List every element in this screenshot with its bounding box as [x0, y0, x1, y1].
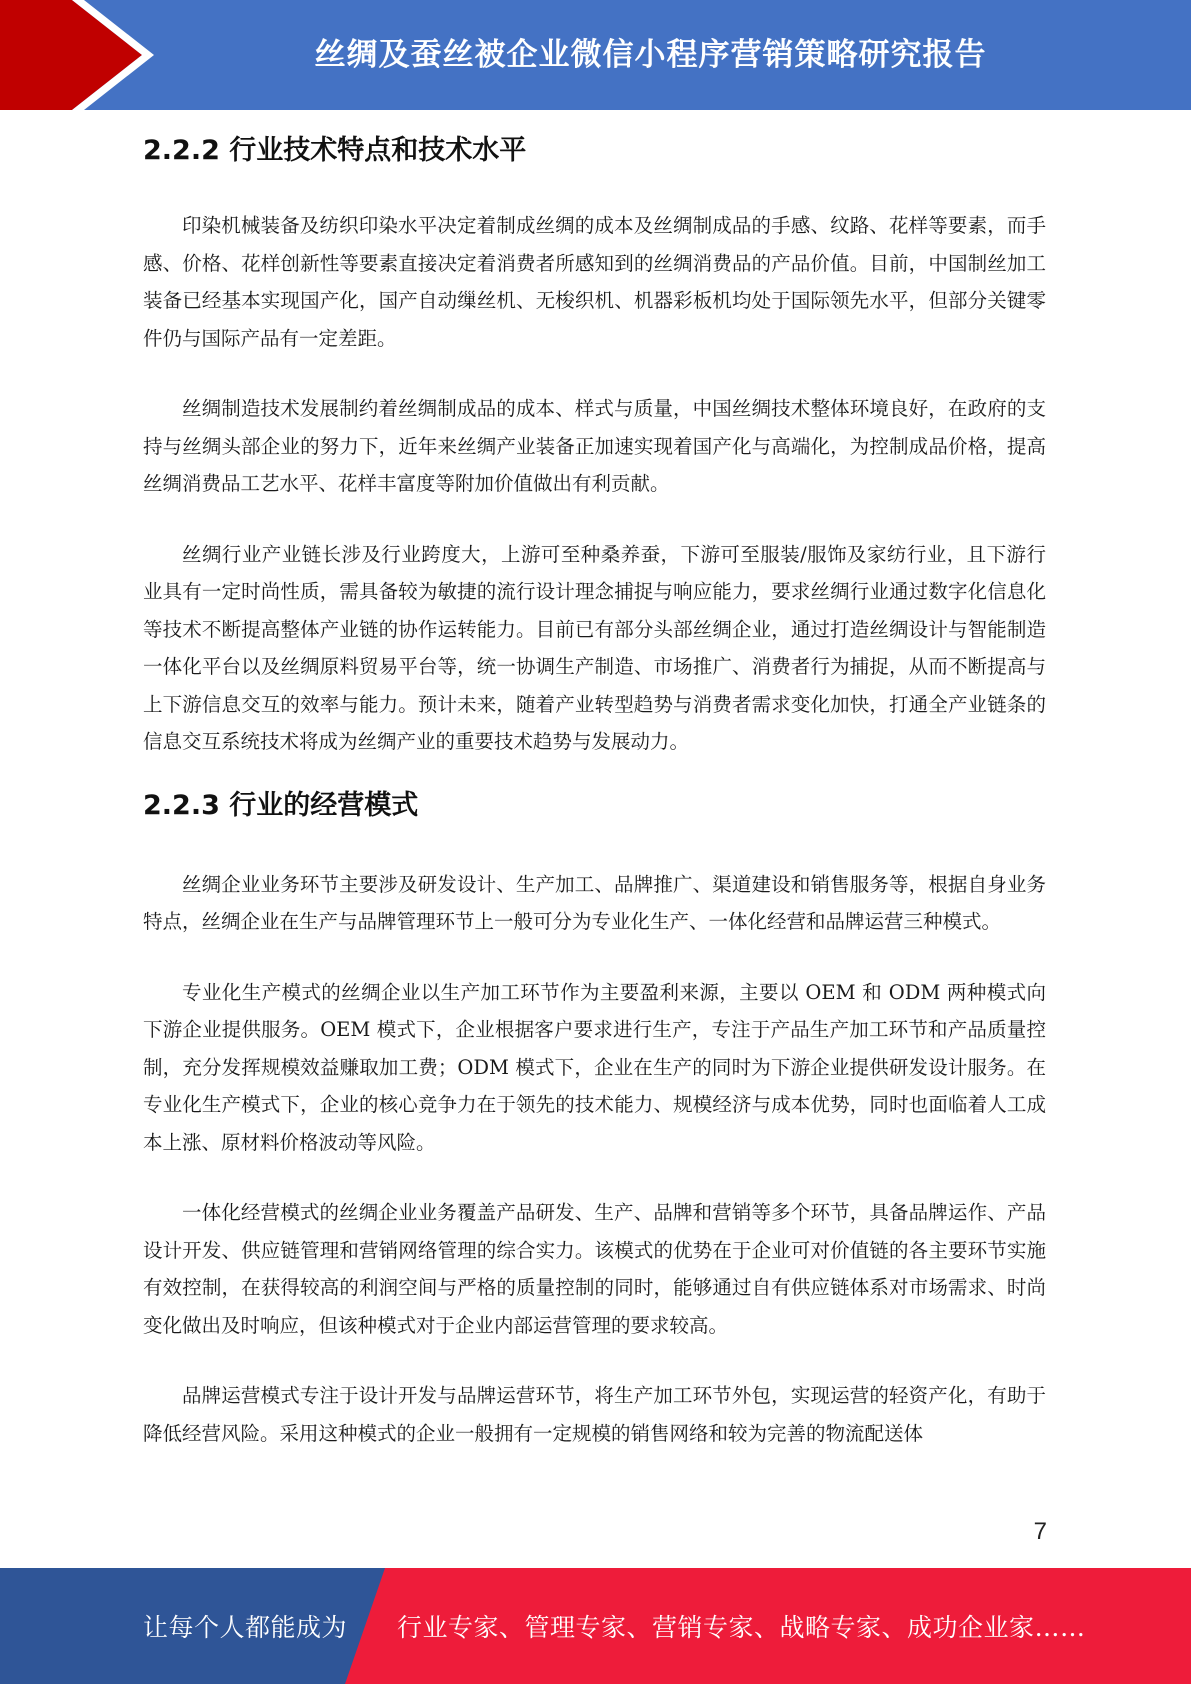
- footer-slogan-left: 让每个人都能成为: [143, 1613, 348, 1642]
- header-chevron-icon: [0, 0, 160, 110]
- section-heading: 2.2.3 行业的经营模式: [143, 789, 419, 821]
- page-header: [0, 0, 1191, 110]
- page-number: 7: [1033, 1518, 1047, 1545]
- section-heading: 2.2.2 行业技术特点和技术水平: [143, 135, 527, 166]
- paragraph: 印染机械装备及纺织印染水平决定着制成丝绸的成本及丝绸制成品的手感、纹路、花样等要素，而手感、价格、花样创新性等要素直接决定着消费者所感知到的丝绸消费品的产品价值。目前，中国制丝加工装备已经基本实现国产化，国产自动缫丝机、无梭织机、机器彩板机均处于国际领先水平，但部分关键零件仍与国际产品有一定差距。: [143, 214, 1046, 350]
- footer-slogan-right: 行业专家、管理专家、营销专家、战略专家、成功企业家……: [397, 1613, 1086, 1642]
- paragraph: 专业化生产模式的丝绸企业以生产加工环节作为主要盈利来源，主要以 OEM 和 ODM 两种模式向下游企业提供服务。OEM 模式下，企业根据客户要求进行生产，专注于产品生产加工环节和产品质量控制，充分发挥规模效益赚取加工费；ODM 模式下，企业在生产的同时为下游企业提供研发设计服务。在专业化生产模式下，企业的核心竞争力在于领先的技术能力、规模经济与成本优势，同时也面临着人工成本上涨、原材料价格波动等风险。: [143, 980, 1046, 1154]
- paragraph: 丝绸制造技术发展制约着丝绸制成品的成本、样式与质量，中国丝绸技术整体环境良好，在政府的支持与丝绸头部企业的努力下，近年来丝绸产业装备正加速实现着国产化与高端化，为控制成品价格，提高丝绸消费品工艺水平、花样丰富度等附加价值做出有利贡献。: [143, 397, 1046, 495]
- page-content: [143, 125, 1046, 1452]
- page-footer: [0, 1568, 1191, 1684]
- report-title: 丝绸及蚕丝被企业微信小程序营销策略研究报告: [314, 36, 987, 73]
- paragraph: 丝绸行业产业链长涉及行业跨度大，上游可至种桑养蚕，下游可至服装/服饰及家纺行业，且下游行业具有一定时尚性质，需具备较为敏捷的流行设计理念捕捉与响应能力，要求丝绸行业通过数字化信息化等技术不断提高整体产业链的协作运转能力。目前已有部分头部丝绸企业，通过打造丝绸设计与智能制造一体化平台以及丝绸原料贸易平台等，统一协调生产制造、市场推广、消费者行为捕捉，从而不断提高与上下游信息交互的效率与能力。预计未来，随着产业转型趋势与消费者需求变化加快，打通全产业链条的信息交互系统技术将成为丝绸产业的重要技术趋势与发展动力。: [143, 542, 1046, 753]
- paragraph: 品牌运营模式专注于设计开发与品牌运营环节，将生产加工环节外包，实现运营的轻资产化，有助于降低经营风险。采用这种模式的企业一般拥有一定规模的销售网络和较为完善的物流配送体: [143, 1384, 1046, 1445]
- paragraph: 一体化经营模式的丝绸企业业务覆盖产品研发、生产、品牌和营销等多个环节，具备品牌运作、产品设计开发、供应链管理和营销网络管理的综合实力。该模式的优势在于企业可对价值链的各主要环节实施有效控制，在获得较高的利润空间与严格的质量控制的同时，能够通过自有供应链体系对市场需求、时尚变化做出及时响应，但该种模式对于企业内部运营管理的要求较高。: [143, 1201, 1046, 1337]
- paragraph: 丝绸企业业务环节主要涉及研发设计、生产加工、品牌推广、渠道建设和销售服务等，根据自身业务特点，丝绸企业在生产与品牌管理环节上一般可分为专业化生产、一体化经营和品牌运营三种模式。: [143, 872, 1046, 933]
